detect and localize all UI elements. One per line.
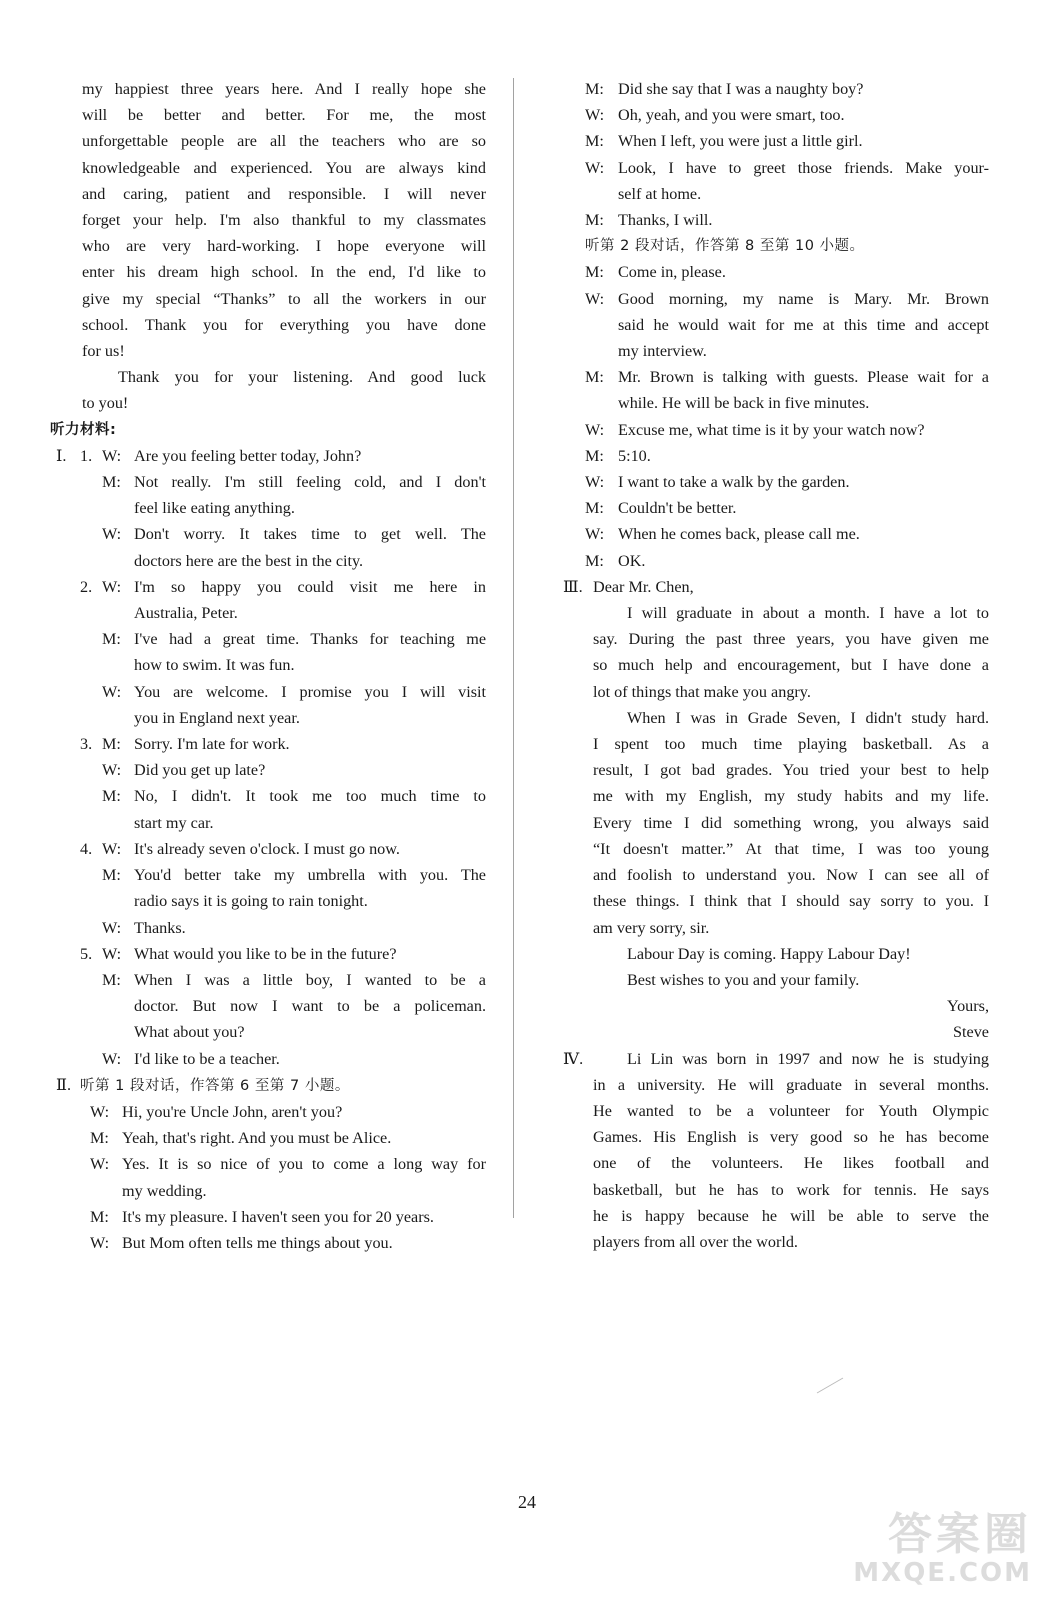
dialogue-text: Sorry. I'm late for work.	[134, 735, 290, 754]
dialogue-text: You are welcome. I promise you I will visit	[134, 682, 486, 701]
letter-line: Every time I did something wrong, you always said	[593, 813, 989, 832]
dialogue-text: self at home.	[618, 184, 702, 203]
speech-line: who are very hard-working. I hope everyone will	[82, 237, 486, 256]
dialogue-text: Don't worry. It takes time to get well. The	[134, 525, 486, 544]
dialogue-text: When I left, you were just a little girl.	[618, 132, 863, 151]
speech-line: knowledgeable and experienced. You are always kind	[82, 158, 486, 177]
speech-line: and caring, patient and responsible. I will never	[82, 184, 486, 203]
speech-line: enter his dream high school. In the end, I'd like to	[82, 263, 486, 282]
dialogue-text: you in England next year.	[134, 708, 300, 727]
dialogue-text: I want to take a walk by the garden.	[618, 473, 850, 492]
letter-signature: Steve	[953, 1023, 989, 1042]
dialogue-text: No, I didn't. It took me too much time to	[134, 787, 486, 806]
section-heading: 听第 2 段对话，作答第 8 至第 10 小题。	[585, 238, 865, 255]
speaker: W:	[585, 473, 605, 492]
dialogue-text: You'd better take my umbrella with you. The	[134, 866, 486, 885]
speaker: W:	[102, 525, 122, 544]
speaker: W:	[102, 446, 122, 465]
speaker: M:	[585, 446, 604, 465]
speech-closing-line: to you!	[82, 394, 129, 413]
watermark-text: 答案圈	[888, 1509, 1032, 1560]
dialogue-text: I've had a great time. Thanks for teaching me	[134, 630, 486, 649]
speaker: M:	[585, 263, 604, 282]
dialogue-text: When he comes back, please call me.	[618, 525, 860, 544]
watermark-url: MXQE.COM	[853, 1558, 1032, 1588]
letter-line: When I was in Grade Seven, I didn't study hard.	[627, 708, 989, 727]
letter-line: say. During the past three years, you have given me	[593, 630, 989, 649]
dialogue-text: start my car.	[134, 813, 214, 832]
letter-line: I spent too much time playing basketball. As a	[593, 735, 989, 754]
speaker: W:	[585, 525, 605, 544]
dialogue-text: Not really. I'm still feeling cold, and I don't	[134, 473, 486, 492]
dialogue-text: OK.	[618, 551, 646, 570]
speaker: W:	[102, 918, 122, 937]
dialogue-text: Yeah, that's right. And you must be Alice.	[122, 1129, 392, 1148]
dialogue-text: while. He will be back in five minutes.	[618, 394, 870, 413]
speaker: M:	[585, 551, 604, 570]
dialogue-text: It's my pleasure. I haven't seen you for 20 years.	[122, 1207, 434, 1226]
letter-line: am very sorry, sir.	[593, 918, 710, 937]
dialogue-text: how to swim. It was fun.	[134, 656, 295, 675]
speaker: M:	[585, 211, 604, 230]
dialogue-text: Thanks.	[134, 918, 186, 937]
dialogue-text: Are you feeling better today, John?	[134, 446, 362, 465]
speech-line: will be better and better. For me, the most	[82, 106, 486, 125]
letter-line: I will graduate in about a month. I have a lot to	[627, 604, 989, 623]
speaker: M:	[102, 630, 121, 649]
passage-line: Li Lin was born in 1997 and now he is studying	[627, 1049, 989, 1068]
speaker: M:	[102, 787, 121, 806]
speaker: M:	[585, 499, 604, 518]
letter-line: and foolish to understand you. Now I can see all of	[593, 866, 989, 885]
letter-line: lot of things that make you angry.	[593, 682, 811, 701]
speech-line: for us!	[82, 342, 125, 361]
speaker: W:	[102, 577, 122, 596]
passage-line: he is happy because he will be able to serve the	[593, 1206, 989, 1225]
speaker: W:	[90, 1155, 110, 1174]
speaker: W:	[90, 1233, 110, 1252]
item-number: 4.	[80, 839, 93, 858]
letter-line: Best wishes to you and your family.	[627, 970, 860, 989]
letter-line: so much help and encouragement, but I have done a	[593, 656, 989, 675]
section-label: Ⅳ.	[563, 1049, 584, 1068]
section-2	[56, 1072, 486, 1256]
dialogue-text: doctor. But now I want to be a policeman.	[134, 997, 486, 1016]
speaker: M:	[585, 132, 604, 151]
speech-closing-line: Thank you for your listening. And good luck	[118, 368, 486, 387]
speech-line: my happiest three years here. And I really hope she	[82, 80, 486, 98]
letter-line: result, I got bad grades. You tried your best to help	[593, 761, 989, 780]
speaker: W:	[102, 944, 122, 963]
speaker: W:	[585, 158, 605, 177]
speaker: W:	[90, 1102, 110, 1121]
scan-mark	[817, 1378, 843, 1394]
dialogue-text: Come in, please.	[618, 263, 726, 282]
section-3	[563, 574, 989, 1046]
dialogue-text: I'd like to be a teacher.	[134, 1049, 280, 1068]
speaker: M:	[90, 1207, 109, 1226]
dialogue-text: Did you get up late?	[134, 761, 266, 780]
dialogue-text: When I was a little boy, I wanted to be a	[134, 970, 486, 989]
speaker: W:	[102, 761, 122, 780]
left-column	[50, 76, 486, 1256]
speaker: M:	[102, 866, 121, 885]
dialogue-text: Mr. Brown is talking with guests. Please wait for a	[618, 368, 989, 387]
dialogue-text: Yes. It is so nice of you to come a long way for	[122, 1155, 486, 1174]
dialogue-text: said he would wait for me at this time and accept	[618, 315, 989, 334]
dialogue-text: Couldn't be better.	[618, 499, 737, 518]
dialogue-text: 5:10.	[618, 446, 651, 465]
dialogue-text: Australia, Peter.	[134, 604, 238, 623]
speech-line: forget your help. I'm also thankful to my classmates	[82, 211, 486, 230]
letter-line: these things. I think that I should say sorry to you. I	[593, 892, 989, 911]
letter-line: me with my English, my study habits and my life.	[593, 787, 989, 806]
passage-line: basketball, but he has to work for tennis. He says	[593, 1180, 989, 1199]
dialogue-text: Did she say that I was a naughty boy?	[618, 80, 864, 98]
dialogue-text: feel like eating anything.	[134, 499, 295, 518]
speaker: W:	[585, 420, 605, 439]
column-divider	[513, 78, 514, 1218]
item-number: 2.	[80, 577, 93, 596]
section-label: Ⅰ.	[56, 446, 67, 465]
dialogue-text: my interview.	[618, 342, 707, 361]
dialogue-text: my wedding.	[122, 1181, 207, 1200]
passage-line: players from all over the world.	[593, 1232, 798, 1251]
passage-line: one of the volunteers. He likes football and	[593, 1154, 989, 1173]
item-number: 1.	[80, 446, 93, 465]
speaker: W:	[102, 682, 122, 701]
dialogue-text: But Mom often tells me things about you.	[122, 1233, 393, 1252]
dialogue-text: doctors here are the best in the city.	[134, 551, 364, 570]
speaker: W:	[102, 839, 122, 858]
dialogue-text: Thanks, I will.	[618, 211, 713, 230]
watermark-logo	[832, 1509, 1032, 1592]
dialogue-text: Hi, you're Uncle John, aren't you?	[122, 1102, 343, 1121]
page-number: 24	[518, 1492, 536, 1512]
listening-heading: 听力材料:	[50, 421, 117, 438]
speaker: M:	[102, 970, 121, 989]
dialogue-text: I'm so happy you could visit me here in	[134, 577, 486, 596]
speaker: M:	[102, 473, 121, 492]
dialogue-text: What about you?	[134, 1023, 245, 1042]
dialogue-text: Excuse me, what time is it by your watch now?	[618, 420, 925, 439]
letter-line: Labour Day is coming. Happy Labour Day!	[627, 944, 911, 963]
speaker: M:	[102, 735, 121, 754]
right-column	[563, 76, 989, 1255]
speaker: W:	[585, 289, 605, 308]
section-label: Ⅱ.	[56, 1075, 72, 1094]
dialogue-text: What would you like to be in the future?	[134, 944, 397, 963]
speech-line: unforgettable people are all the teachers who are so	[82, 132, 486, 151]
passage-line: Games. His English is very good so he has become	[593, 1128, 989, 1147]
section-label: Ⅲ.	[563, 577, 583, 596]
speech-line: give my special “Thanks” to all the workers in our	[82, 289, 486, 308]
speaker: M:	[585, 368, 604, 387]
item-number: 5.	[80, 944, 93, 963]
speaker: M:	[90, 1129, 109, 1148]
dialogue-text: It's already seven o'clock. I must go now.	[134, 839, 400, 858]
dialogue-text: Oh, yeah, and you were smart, too.	[618, 106, 845, 125]
section-1	[56, 443, 486, 1072]
speaker: W:	[102, 1049, 122, 1068]
section-heading: 听第 1 段对话，作答第 6 至第 7 小题。	[80, 1077, 350, 1094]
letter-signoff: Yours,	[947, 997, 989, 1016]
dialogue-text: Good morning, my name is Mary. Mr. Brown	[618, 289, 989, 308]
speech-line: school. Thank you for everything you have done	[82, 315, 486, 334]
passage-line: in a university. He will graduate in several months.	[593, 1075, 989, 1094]
letter-line: “It doesn't matter.” At that time, I was too young	[593, 839, 989, 858]
section-4	[563, 1046, 989, 1256]
speaker: W:	[585, 106, 605, 125]
speaker: M:	[585, 80, 604, 98]
letter-salutation: Dear Mr. Chen,	[593, 577, 694, 596]
dialogue-text: radio says it is going to rain tonight.	[134, 892, 368, 911]
item-number: 3.	[80, 735, 93, 754]
passage-line: He wanted to be a volunteer for Youth Olympic	[593, 1101, 989, 1120]
dialogue-text: Look, I have to greet those friends. Make your-	[618, 158, 989, 177]
